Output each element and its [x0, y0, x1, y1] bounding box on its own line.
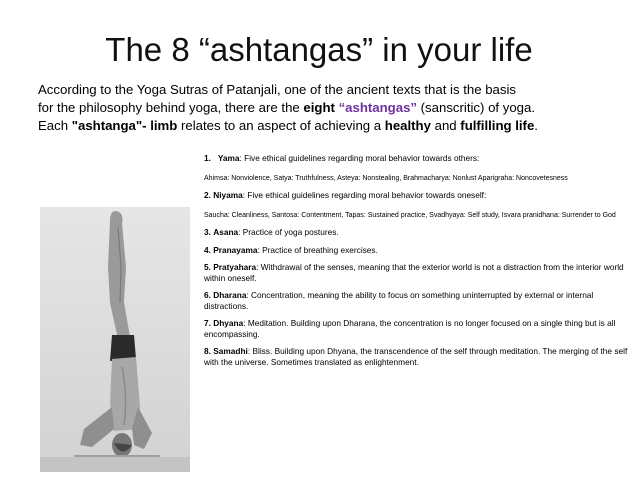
limb-description — [204, 245, 630, 256]
limb-description — [204, 346, 630, 367]
limb-number: 8. — [204, 346, 211, 356]
limb-asana — [204, 227, 630, 238]
limb-niyama — [204, 190, 630, 220]
limb-number: 3. — [204, 227, 211, 237]
fulfilling-life-emphasis: fulfilling life — [460, 118, 535, 133]
limb-description — [204, 262, 630, 283]
intro-line-1: According to the Yoga Sutras of Patanjali, one of the ancient texts that is the basis — [38, 82, 516, 97]
limb-details: Saucha: Cleanliness, Santosa: Contentment, Tapas: Sustained practice, Svadhyaya: Self study, Isvara pranidhana: Surrender to God — [204, 211, 616, 219]
limb-description — [204, 318, 630, 339]
limb-name: Asana — [213, 227, 239, 237]
limb-dhyana — [204, 318, 630, 339]
intro-paragraph — [38, 81, 628, 135]
limb-name: Dhyana — [213, 318, 244, 328]
limb-description — [204, 153, 630, 164]
ashtangas-list — [204, 153, 630, 374]
limb-text: : Meditation. Building upon Dharana, the concentration is no longer focused on a single thing but is all encompassing. — [204, 318, 616, 339]
limb-text: : Five ethical guidelines regarding moral behavior towards others: — [239, 153, 480, 163]
limb-text: : Withdrawal of the senses, meaning that the exterior world is not a distraction from the interior world within oneself. — [204, 262, 624, 283]
limb-dharana — [204, 290, 630, 311]
limb-text: : Bliss. Building upon Dhyana, the transcendence of the self through meditation. The merging of the self with the universe. Sometimes translated as enlightenment. — [204, 346, 628, 367]
ashtanga-limb-emphasis: "ashtanga"- limb — [71, 118, 178, 133]
limb-name: Yama — [217, 153, 240, 163]
intro-line-2 — [38, 99, 628, 117]
limb-name: Samadhi — [213, 346, 248, 356]
intro-text: Each — [38, 118, 72, 133]
limb-name: Pranayama — [213, 244, 258, 255]
ashtangas-highlight: “ashtangas” — [338, 100, 417, 115]
limb-description — [204, 190, 630, 201]
eight-emphasis: eight — [303, 100, 339, 115]
healthy-emphasis: healthy — [384, 118, 431, 133]
slide-title: The 8 “ashtangas” in your life — [105, 31, 533, 68]
intro-text: . — [534, 118, 538, 133]
limb-text: : Five ethical guidelines regarding moral behavior towards oneself: — [242, 190, 487, 200]
limb-number: 5. — [204, 262, 211, 272]
limb-pranayama — [204, 245, 630, 256]
limb-description — [204, 227, 630, 238]
intro-text: (sanscritic) of yoga. — [417, 100, 535, 115]
limb-number: 6. — [204, 290, 211, 300]
intro-text: for the philosophy behind yoga, there are the — [38, 100, 304, 115]
limb-text: : Concentration, meaning the ability to focus on something uninterrupted by external or internal distractions. — [204, 290, 594, 311]
limb-description — [204, 290, 630, 311]
limb-name: Niyama — [213, 190, 243, 200]
intro-text: relates to an aspect of achieving a — [177, 118, 385, 133]
intro-line-3 — [38, 117, 628, 135]
limb-number: 1. — [204, 153, 211, 163]
limb-name: Dharana — [213, 290, 247, 300]
limb-number: 4. — [204, 244, 211, 255]
limb-yama — [204, 153, 630, 183]
yoga-headstand-photo — [40, 207, 190, 472]
limb-name: Pratyahara — [213, 262, 257, 272]
intro-text: and — [430, 118, 461, 133]
limb-details: Ahimsa: Nonviolence, Satya: Truthfulness, Asteya: Nonstealing, Brahmacharya: Nonlust Aparigraha: Noncovetesness — [204, 174, 568, 182]
limb-number: 7. — [204, 318, 211, 328]
limb-pratyahara — [204, 262, 630, 283]
limb-number: 2. — [204, 190, 211, 200]
limb-samadhi — [204, 346, 630, 367]
limb-text: : Practice of breathing exercises. — [257, 244, 378, 255]
limb-text: : Practice of yoga postures. — [238, 227, 339, 237]
